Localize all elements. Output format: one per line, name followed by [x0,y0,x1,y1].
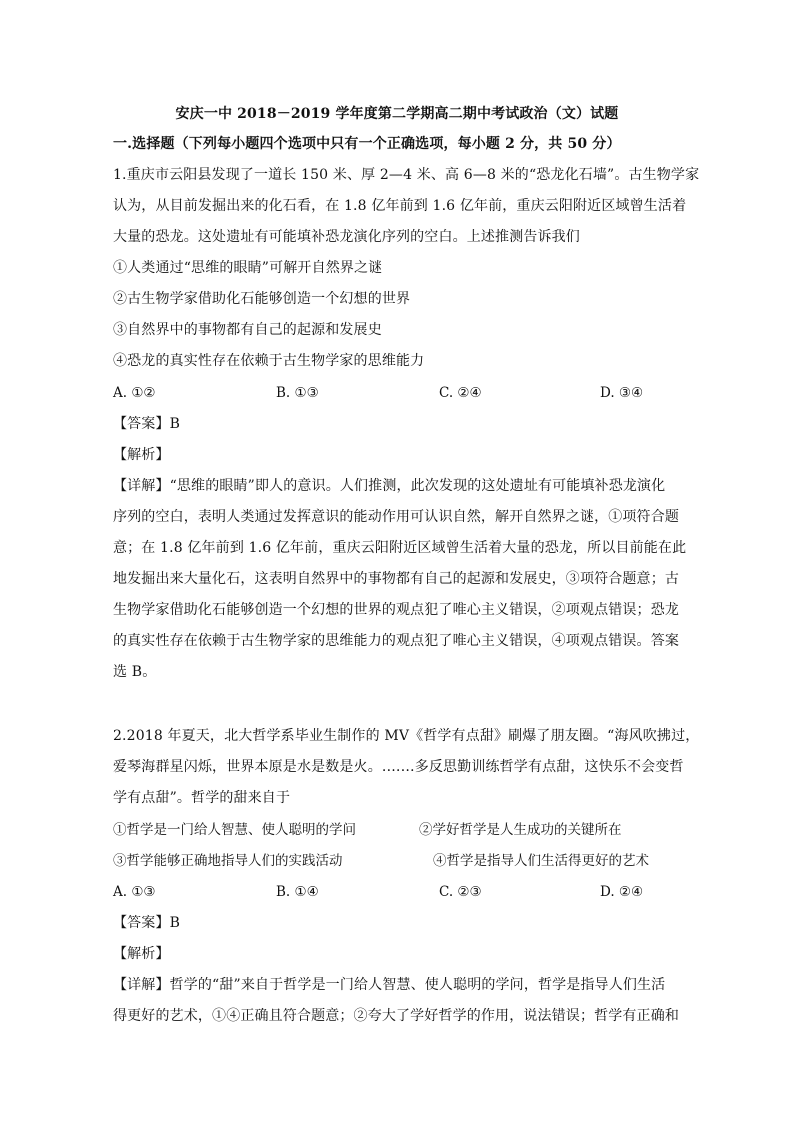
q1-explanation-line: 序列的空白，表明人类通过发挥意识的能动作用可认识自然，解开自然界之谜，①项符合题 [113,509,679,525]
q2-stem-line: 2.2018 年夏天，北大哲学系毕业生制作的 MV《哲学有点甜》刷爆了朋友圈。“海风吹拂过， [113,728,700,744]
q1-analysis-label: 【解析】 [113,447,170,463]
q2-explanation-line: 得更好的艺术，①④正确且符合题意；②夸大了学好哲学的作用，说法错误；哲学有正确和 [113,1008,679,1024]
q1-option-a: A. ①② [113,385,156,401]
q2-statement: ①哲学是一门给人智慧、使人聪明的学问 [113,822,356,838]
q1-explanation-line: 地发掘出来大量化石，这表明自然界中的事物都有自己的起源和发展史，③项符合题意；古 [113,571,679,587]
q1-option-d: D. ③④ [600,385,644,401]
q2-statement: ③哲学能够正确地指导人们的实践活动 [113,853,343,869]
q2-analysis-label: 【解析】 [113,946,170,962]
q2-option-c: C. ②③ [439,884,482,900]
q1-explanation-line: 意；在 1.8 亿年前到 1.6 亿年前，重庆云阳附近区域曾生活着大量的恐龙，所以目前能在此 [113,540,687,556]
q2-statement: ④哲学是指导人们生活得更好的艺术 [433,853,649,869]
q2-stem-line: 爱琴海群星闪烁，世界本原是水是数是火。.……多反思勤训练哲学有点甜，这快乐不会变哲 [113,759,684,775]
q1-explanation-line: 的真实性存在依赖于古生物学家的思维能力的观点犯了唯心主义错误，④项观点错误。答案 [113,633,679,649]
q2-option-b: B. ①④ [276,884,319,900]
q1-statement: ②古生物学家借助化石能够创造一个幻想的世界 [113,291,411,307]
q1-explanation-line: 【详解】“思维的眼睛”即人的意识。人们推测，此次发现的这处遗址有可能填补恐龙演化 [113,478,666,494]
q1-explanation-line: 选 B。 [113,664,157,680]
q2-explanation-line: 【详解】哲学的“甜”来自于哲学是一门给人智慧、使人聪明的学问，哲学是指导人们生活 [113,977,666,993]
q2-option-a: A. ①③ [113,884,156,900]
q1-answer: 【答案】B [113,416,181,432]
q2-option-d: D. ②④ [600,884,644,900]
q1-statement: ③自然界中的事物都有自己的起源和发展史 [113,322,382,338]
q2-answer: 【答案】B [113,915,181,931]
q1-stem-line: 大量的恐龙。这处遗址有可能填补恐龙演化序列的空白。上述推测告诉我们 [113,229,580,245]
q1-statement: ①人类通过“思维的眼睛”可解开自然界之谜 [113,260,383,276]
page-title: 安庆一中 2018－2019 学年度第二学期高二期中考试政治（文）试题 [175,106,619,122]
q1-option-c: C. ②④ [439,385,482,401]
q1-stem-line: 认为，从目前发掘出来的化石看，在 1.8 亿年前到 1.6 亿年前，重庆云阳附近区域曾生活着 [113,198,687,214]
q2-statement: ②学好哲学是人生成功的关键所在 [419,822,622,838]
q1-explanation-line: 生物学家借助化石能够创造一个幻想的世界的观点犯了唯心主义错误，②项观点错误；恐龙 [113,602,679,618]
q2-stem-line: 学有点甜”。哲学的甜来自于 [113,790,291,806]
q1-statement: ④恐龙的真实性存在依赖于古生物学家的思维能力 [113,353,425,369]
q1-stem-line: 1.重庆市云阳县发现了一道长 150 米、厚 2—4 米、高 6—8 米的“恐龙化石墙”。古生物学家 [113,167,700,183]
section-heading: 一.选择题（下列每小题四个选项中只有一个正确选项，每小题 2 分，共 50 分） [113,136,621,152]
q1-option-b: B. ①③ [276,385,319,401]
